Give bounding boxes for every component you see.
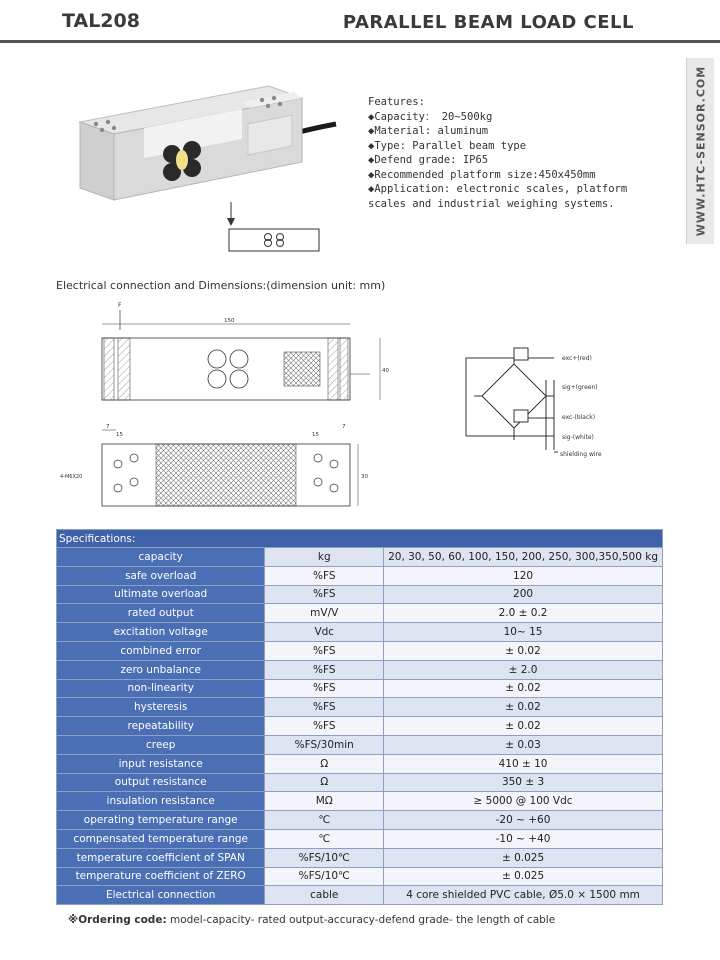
table-row [57,604,663,623]
table-row [57,698,663,717]
spec-name-cell: compensated temperature range [57,829,265,848]
spec-name-cell: Electrical connection [57,886,265,905]
table-row [57,829,663,848]
spec-name-cell: repeatability [57,717,265,736]
spec-value-cell: 350 ± 3 [384,773,663,792]
feature-item: ◆Defend grade: IP65 [368,154,489,166]
table-row [57,792,663,811]
table-row [57,773,663,792]
dimensions-heading: Electrical connection and Dimensions:(dimension unit: mm) [56,279,386,292]
spec-unit-cell: %FS [265,641,384,660]
table-row [57,660,663,679]
specifications-table [56,529,663,905]
spec-name-cell: combined error [57,641,265,660]
spec-name-cell: temperature coefficient of SPAN [57,848,265,867]
wiring-diagram [458,340,608,465]
spec-value-cell: ± 0.02 [384,641,663,660]
length-dimension: 150 [224,318,235,324]
table-row [57,811,663,830]
table-row [57,848,663,867]
spec-value-cell: 200 [384,585,663,604]
width-dimension: 30 [361,474,368,480]
ordering-code-text: model-capacity- rated output-accuracy-defend grade- the length of cable [166,914,556,926]
spec-unit-cell: ℃ [265,811,384,830]
spec-value-cell: 2.0 ± 0.2 [384,604,663,623]
spec-unit-cell: %FS [265,717,384,736]
spec-name-cell: input resistance [57,754,265,773]
spec-unit-cell: %FS [265,660,384,679]
spec-value-cell: ± 0.02 [384,698,663,717]
spec-unit-cell: ℃ [265,829,384,848]
table-row [57,623,663,642]
table-row [57,886,663,905]
table-row [57,585,663,604]
dimension-7-right: 7 [342,424,346,430]
spec-name-cell: safe overload [57,566,265,585]
website-side-tab [686,58,714,244]
spec-unit-cell: kg [265,548,384,567]
spec-value-cell: ± 0.025 [384,867,663,886]
ordering-code [68,914,555,926]
dimension-15-left: 15 [116,432,123,438]
table-row [57,641,663,660]
specifications-heading: Specifications: [57,530,663,548]
table-row [57,679,663,698]
spec-name-cell: temperature coefficient of ZERO [57,867,265,886]
spec-unit-cell: %FS [265,698,384,717]
feature-item: ◆Type: Parallel beam type [368,139,527,152]
table-row [57,735,663,754]
features-block [368,95,668,211]
table-row [57,548,663,567]
spec-name-cell: insulation resistance [57,792,265,811]
spec-name-cell: operating temperature range [57,811,265,830]
header-divider [0,40,720,43]
feature-item: ◆Recommended platform size:450x450mm [368,168,596,181]
spec-value-cell: ± 0.02 [384,717,663,736]
dimension-drawing [56,298,396,513]
spec-unit-cell: mV/V [265,604,384,623]
table-row [57,754,663,773]
spec-value-cell: -20 ~ +60 [384,811,663,830]
dimension-15-right: 15 [312,432,319,438]
spec-name-cell: output resistance [57,773,265,792]
table-header-row [57,530,663,548]
spec-name-cell: capacity [57,548,265,567]
height-dimension: 40 [382,368,389,374]
spec-value-cell: ± 2.0 [384,660,663,679]
spec-unit-cell: %FS [265,585,384,604]
feature-item: ◆Application: electronic scales, platform scales and industrial weighing systems. [368,183,628,210]
ordering-code-label: ※Ordering code: [68,914,167,926]
feature-item: ◆Capacity： 20~500kg [368,110,493,123]
spec-value-cell: 410 ± 10 [384,754,663,773]
wire-label: sig-(white) [562,434,594,441]
spec-value-cell: ≥ 5000 @ 100 Vdc [384,792,663,811]
spec-value-cell: 20, 30, 50, 60, 100, 150, 200, 250, 300,350,500 kg [384,548,663,567]
spec-name-cell: creep [57,735,265,754]
spec-unit-cell: %FS/10℃ [265,848,384,867]
spec-value-cell: 4 core shielded PVC cable, Ø5.0 × 1500 mm [384,886,663,905]
spec-value-cell: -10 ~ +40 [384,829,663,848]
spec-name-cell: ultimate overload [57,585,265,604]
table-row [57,566,663,585]
spec-unit-cell: %FS [265,679,384,698]
thread-label: 4-M6X20 [60,474,83,480]
spec-unit-cell: %FS/30min [265,735,384,754]
spec-name-cell: rated output [57,604,265,623]
feature-item: ◆Material: aluminum [368,125,489,137]
wire-label: shielding wire [560,451,602,458]
model-number: TAL208 [62,10,140,32]
website-url: WWW.HTC-SENSOR.COM [694,65,707,237]
table-row [57,717,663,736]
spec-value-cell: ± 0.02 [384,679,663,698]
spec-value-cell: ± 0.03 [384,735,663,754]
spec-unit-cell: %FS [265,566,384,585]
spec-value-cell: 120 [384,566,663,585]
spec-name-cell: non-linearity [57,679,265,698]
dimension-7-left: 7 [106,424,110,430]
wire-label: exc+(red) [562,355,592,362]
spec-value-cell: ± 0.025 [384,848,663,867]
spec-unit-cell: Vdc [265,623,384,642]
spec-name-cell: zero unbalance [57,660,265,679]
force-label: F [118,302,122,309]
spec-unit-cell: MΩ [265,792,384,811]
wire-label: sig+(green) [562,384,598,391]
spec-value-cell: 10~ 15 [384,623,663,642]
spec-unit-cell: Ω [265,773,384,792]
features-heading: Features: [368,96,425,108]
table-row [57,867,663,886]
product-photo [74,84,344,264]
spec-name-cell: hysteresis [57,698,265,717]
spec-unit-cell: %FS/10℃ [265,867,384,886]
page-title: PARALLEL BEAM LOAD CELL [342,12,634,33]
spec-name-cell: excitation voltage [57,623,265,642]
spec-unit-cell: cable [265,886,384,905]
wire-label: exc-(black) [562,414,596,421]
spec-unit-cell: Ω [265,754,384,773]
